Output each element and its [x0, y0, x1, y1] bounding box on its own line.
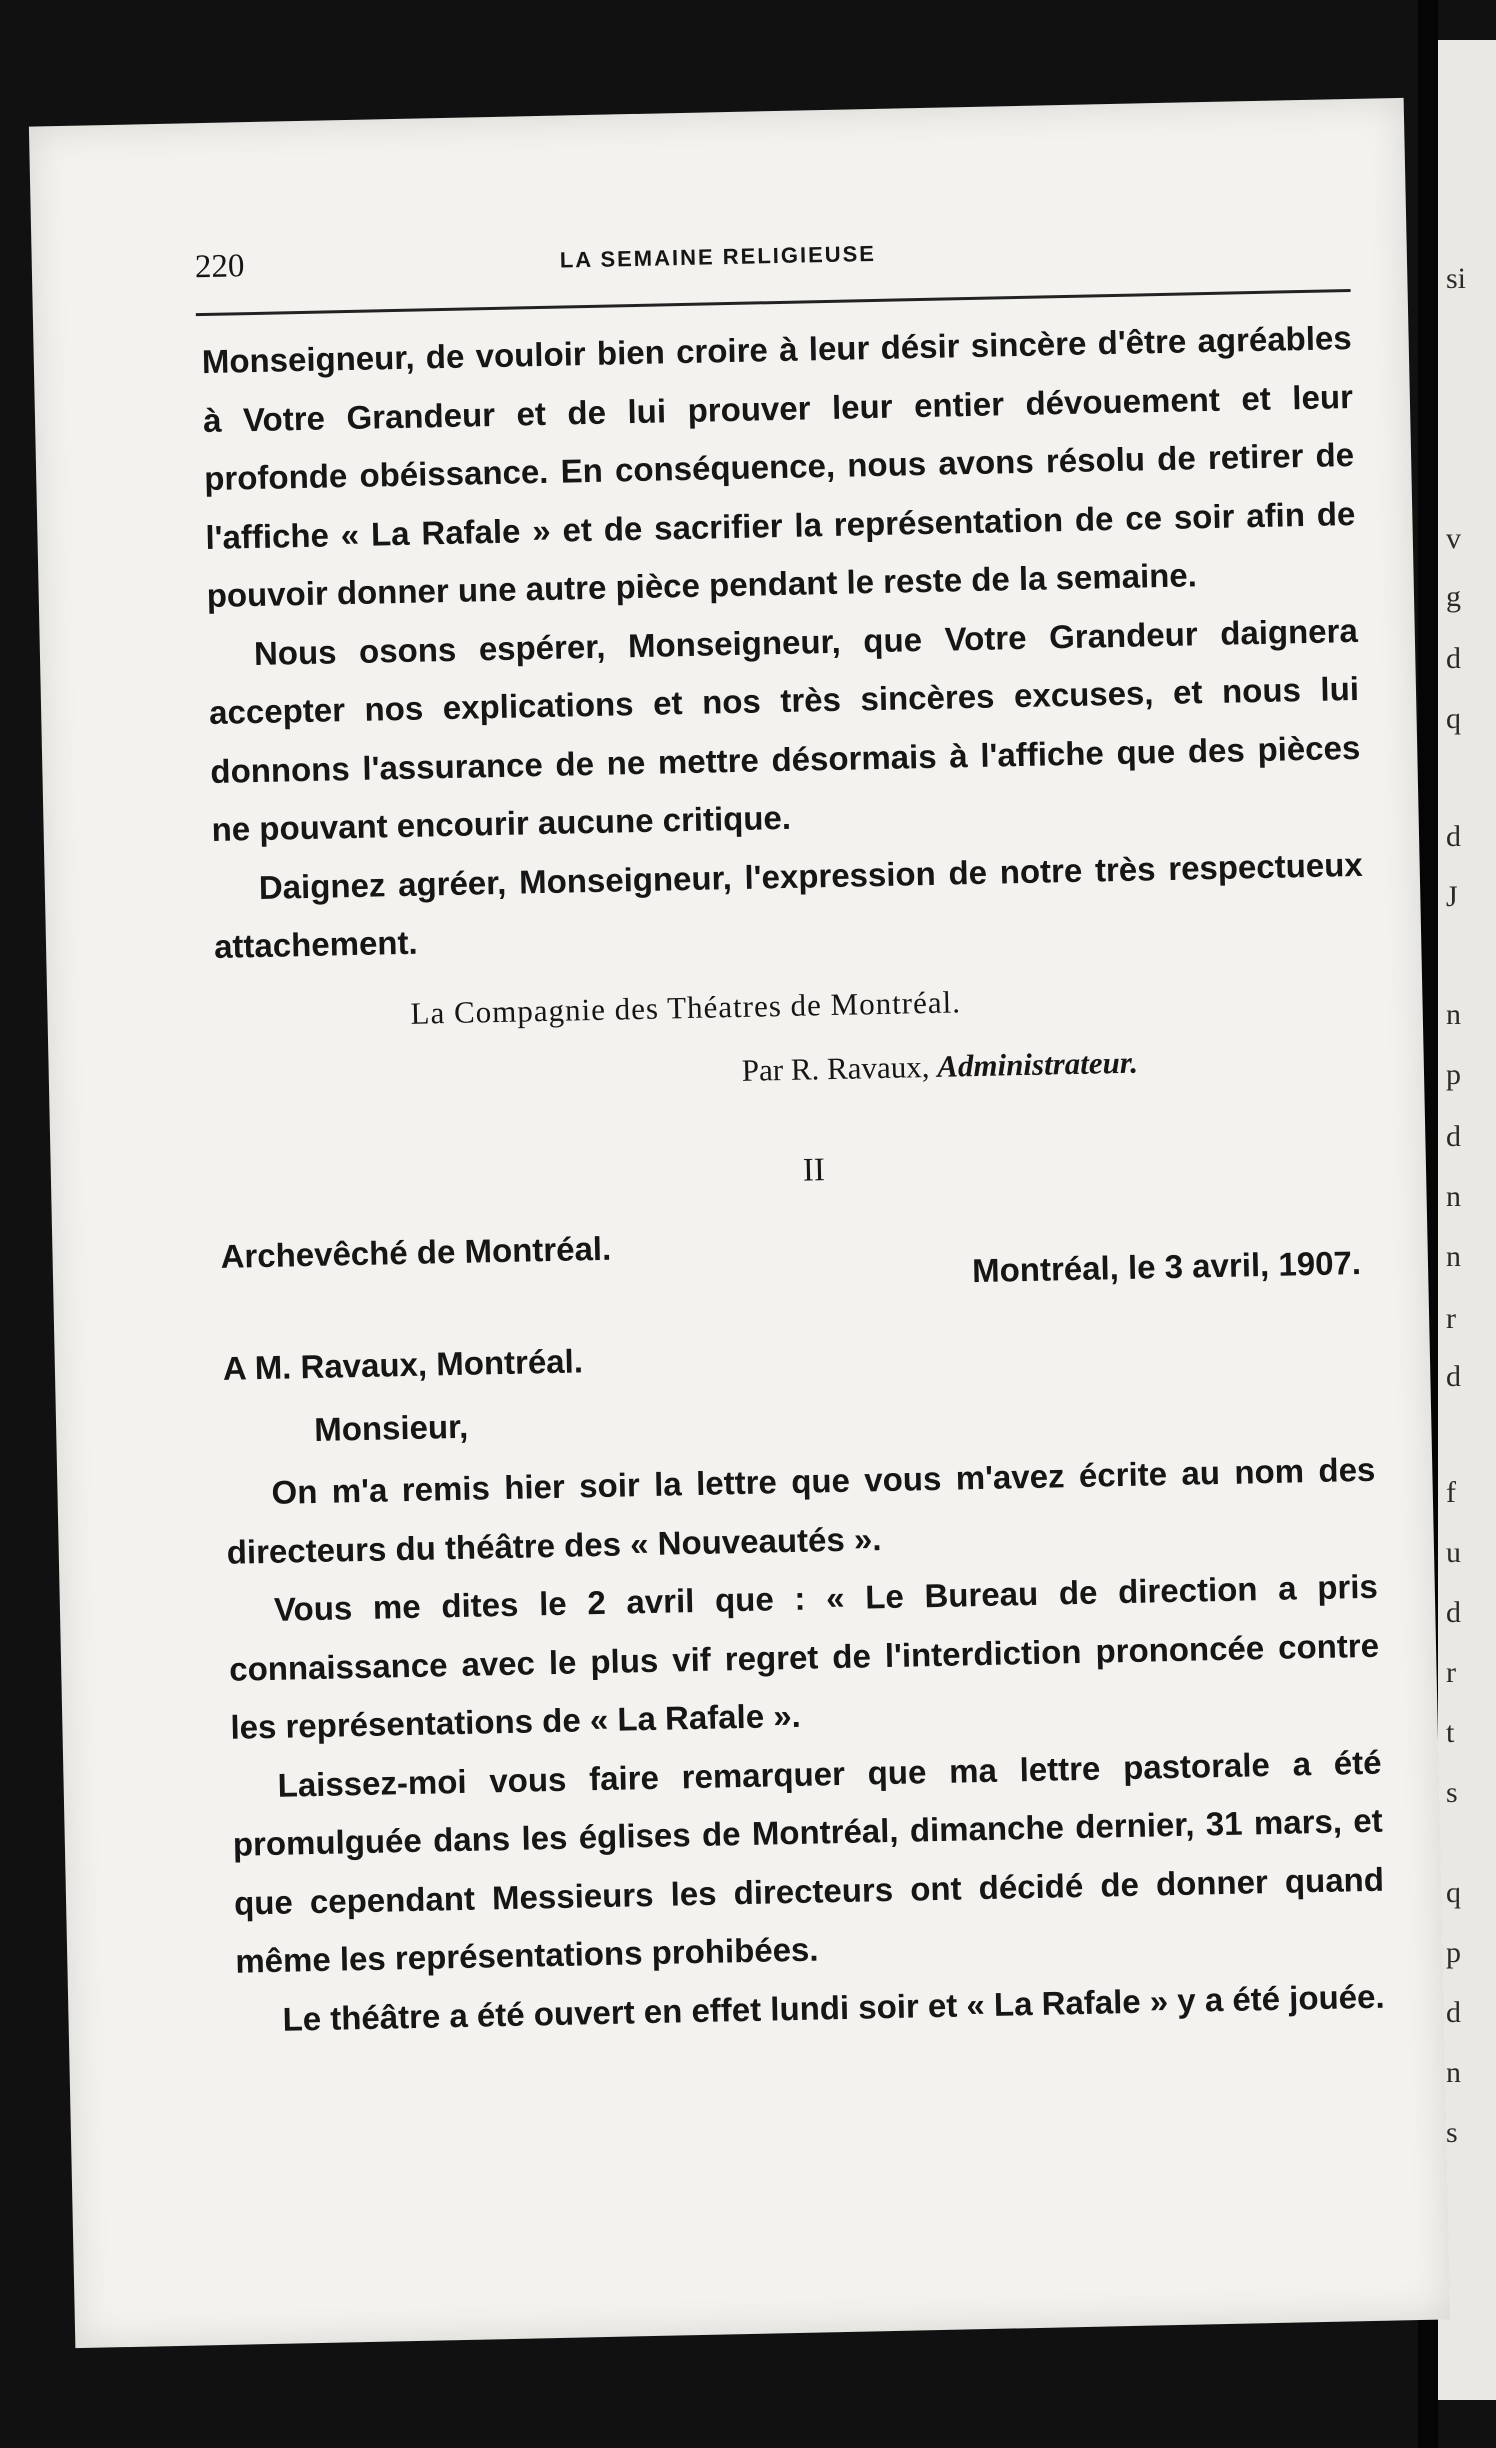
facing-page-fragment: d: [1446, 1596, 1461, 1629]
facing-page-fragment: s: [1446, 2116, 1458, 2149]
signature-line: [741, 1029, 1367, 1101]
signature-name: Par R. Ravaux,: [741, 1048, 930, 1088]
book-page: [29, 98, 1450, 2348]
letter2-recipient: A M. Ravaux, Montréal.: [222, 1342, 584, 1387]
facing-page-fragment: g: [1446, 580, 1461, 613]
page-number: 220: [194, 248, 245, 286]
facing-page-fragment: d: [1446, 820, 1461, 853]
section-number: II: [802, 1151, 826, 1189]
signature-role: Administrateur.: [936, 1044, 1139, 1084]
letter2-paragraph: Le théâtre a été ouvert en effet lundi soir et « La Rafale » y a été jouée.: [282, 1977, 1385, 2038]
facing-page-fragment: v: [1446, 522, 1461, 555]
facing-page-fragment: u: [1446, 1536, 1461, 1569]
facing-page-fragment: n: [1446, 1180, 1461, 1213]
facing-page-fragment: f: [1446, 1476, 1456, 1509]
facing-page-fragment: p: [1446, 1058, 1461, 1091]
page-body: [201, 309, 1387, 2050]
facing-page-fragment: n: [1446, 2056, 1461, 2089]
page-header: [194, 225, 1350, 289]
facing-page-fragment: d: [1446, 1120, 1461, 1153]
letter2-paragraph: On m'a remis hier soir la lettre que vous m'avez écrite au nom des directeurs du théâtre des « Nouveautés ».: [226, 1450, 1376, 1571]
facing-page-fragment: d: [1446, 642, 1461, 675]
facing-page-fragment: d: [1446, 1996, 1461, 2029]
facing-page-fragment: J: [1446, 880, 1458, 913]
facing-page-fragment: n: [1446, 1240, 1461, 1273]
letter2-heading: [220, 1198, 1372, 1328]
letter2-date: Montréal, le 3 avril, 1907.: [971, 1243, 1362, 1290]
facing-page-fragment: n: [1446, 998, 1461, 1031]
facing-page-fragment: t: [1446, 1716, 1455, 1749]
letter1-closing: Daignez agréer, Monseigneur, l'expression de notre très respectueux attachement.: [213, 845, 1364, 965]
running-title: LA SEMAINE RELIGIEUSE: [559, 240, 877, 273]
signature-company: La Compagnie des Théatres de Montréal.: [410, 983, 962, 1031]
letter1-paragraph: Nous osons espérer, Monseigneur, que Votre Grandeur daignera accepter nos explications et nos très sincères excuses, et nous lui donnons l'assurance de ne mettre désormais à l'affiche que des pièces ne pouvant encourir aucune critique.: [208, 611, 1361, 848]
facing-page-fragment: d: [1446, 1360, 1461, 1393]
facing-page-fragment: p: [1446, 1936, 1461, 1969]
facing-page-fragment: q: [1446, 1876, 1461, 1909]
letter2-salutation: Monsieur,: [313, 1407, 469, 1448]
letter2-paragraph: Laissez-moi vous faire remarquer que ma lettre pastorale a été promulguée dans les églises de Montréal, dimanche dernier, 31 mars, et que cependant Messieurs les directeurs ont décidé de donner quand même les représentations prohibées.: [232, 1743, 1385, 1980]
facing-page-edge: [1438, 40, 1496, 2400]
facing-page-fragment: si: [1446, 262, 1467, 295]
letter2-paragraph: Vous me dites le 2 avril que : « Le Bureau de direction a pris connaissance avec le plus vif regret de l'interdiction prononcée contre les représentations de « La Rafale ».: [228, 1567, 1380, 1746]
facing-page-fragment: q: [1446, 702, 1461, 735]
facing-page-fragment: r: [1446, 1302, 1456, 1335]
letter2-origin: Archevêché de Montréal.: [220, 1229, 612, 1275]
facing-page-fragment: s: [1446, 1776, 1458, 1809]
letter1-continuation: Monseigneur, de vouloir bien croire à leur désir sincère d'être agréables à Votre Grandeur et de lui prouver leur entier dévouement et leur profonde obéissance. En conséquence, nous avons résolu de retirer de l'affiche « La Rafale » et de sacrifier la représentation de ce soir afin de pouvoir donner une autre pièce pendant le reste de la semaine.: [201, 318, 1356, 615]
facing-page-fragment: r: [1446, 1656, 1456, 1689]
